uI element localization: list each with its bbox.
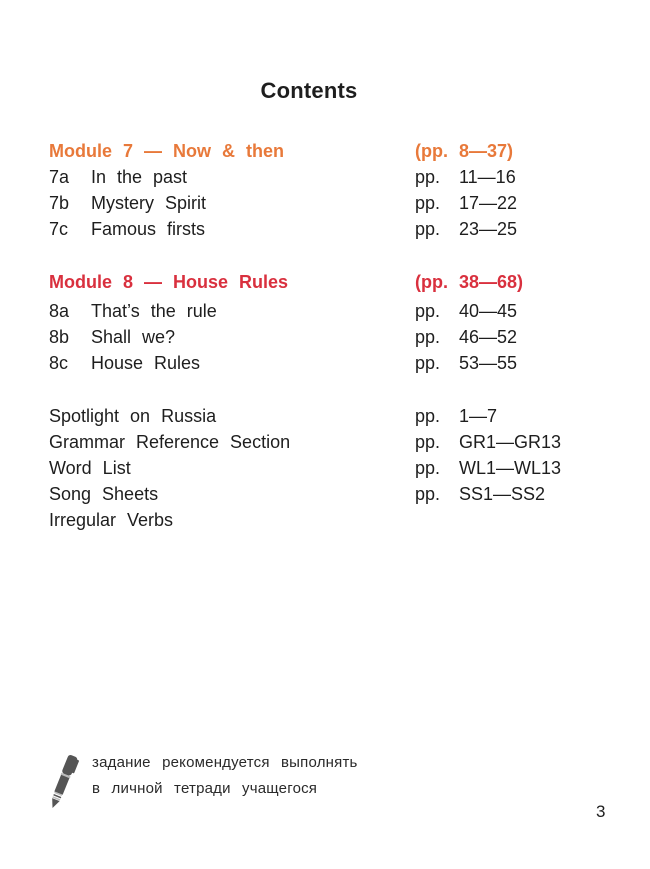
module-8-heading[interactable] (49, 269, 609, 295)
unit-title: Shall we? (91, 327, 176, 347)
unit-code: 8a (49, 301, 70, 321)
unit-title: In the past (91, 167, 188, 187)
unit-title: Famous firsts (91, 219, 206, 239)
unit-pages: pp. 11—16 (415, 167, 516, 187)
unit-title: That’s the rule (91, 301, 217, 321)
pen-icon (46, 752, 80, 812)
page-number: 3 (596, 802, 606, 821)
note-line-2: в личной тетради учащегося (92, 780, 318, 797)
appendix-pages: pp. WL1—WL13 (415, 458, 562, 478)
unit-code: 7b (49, 193, 70, 213)
appendix-entry[interactable] (49, 403, 609, 429)
unit-code: 8c (49, 353, 69, 373)
contents-title: Contents (260, 78, 358, 103)
unit-title: House Rules (91, 353, 201, 373)
module-label: Module 8 — House Rules (49, 272, 289, 292)
note-line-1: задание рекомендуется выполнять (92, 754, 358, 771)
toc-entry[interactable] (49, 350, 609, 376)
appendix-entry[interactable] (49, 507, 609, 533)
toc-entry[interactable] (49, 324, 609, 350)
appendix-entry[interactable] (49, 455, 609, 481)
toc-entry[interactable] (49, 298, 609, 324)
appendix-title: Song Sheets (49, 484, 159, 504)
appendix-title: Word List (49, 458, 131, 478)
unit-code: 7a (49, 167, 70, 187)
unit-pages: pp. 17—22 (415, 193, 518, 213)
appendix-title: Spotlight on Russia (49, 406, 217, 426)
unit-pages: pp. 40—45 (415, 301, 518, 321)
appendix-pages: pp. SS1—SS2 (415, 484, 546, 504)
toc-entry[interactable] (49, 164, 609, 190)
appendix-title: Irregular Verbs (49, 510, 174, 530)
appendix-entry[interactable] (49, 481, 609, 507)
module-7-heading[interactable] (49, 138, 609, 164)
unit-pages: pp. 46—52 (415, 327, 518, 347)
unit-pages: pp. 53—55 (415, 353, 518, 373)
unit-title: Mystery Spirit (91, 193, 207, 213)
toc-entry[interactable] (49, 216, 609, 242)
appendix-pages: pp. GR1—GR13 (415, 432, 562, 452)
unit-code: 7c (49, 219, 69, 239)
unit-pages: pp. 23—25 (415, 219, 518, 239)
toc-entry[interactable] (49, 190, 609, 216)
module-pages: (pp. 38—68) (415, 272, 524, 292)
unit-code: 8b (49, 327, 70, 347)
appendix-title: Grammar Reference Section (49, 432, 291, 452)
module-label: Module 7 — Now & then (49, 141, 284, 161)
appendix-entry[interactable] (49, 429, 609, 455)
appendix-pages: pp. 1—7 (415, 406, 498, 426)
module-pages: (pp. 8—37) (415, 141, 514, 161)
